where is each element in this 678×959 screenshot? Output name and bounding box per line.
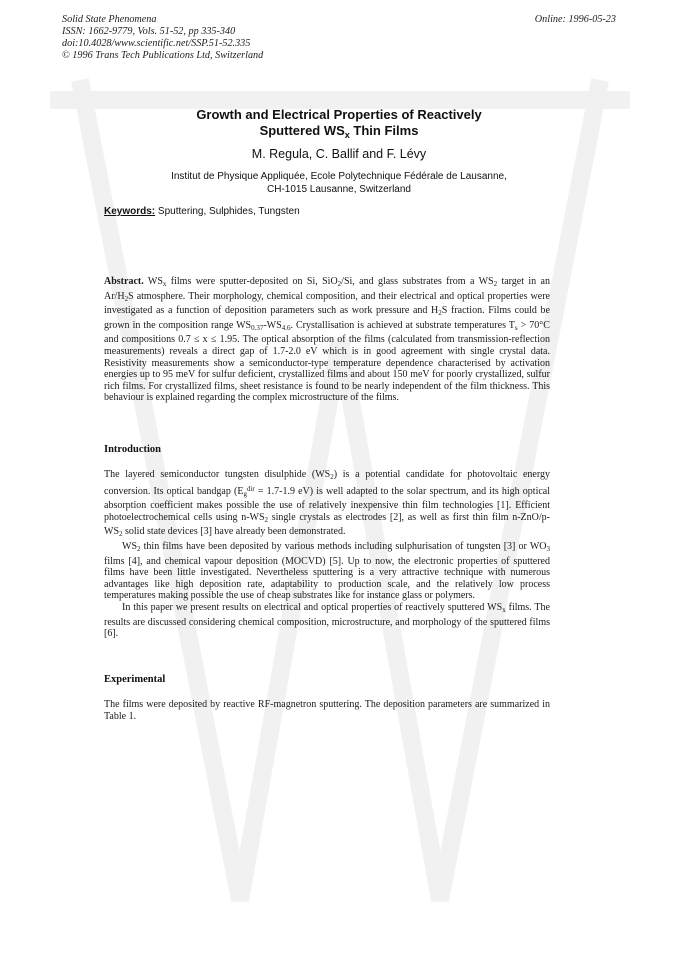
intro-paragraph-1: The layered semiconductor tungsten disulphide $(WS_2)$ is a potential candidate for photovoltaic energy conversion. Its optical bandgap ($E_g^{dir} = 1.7-1.9$ eV) is well adapted to the solar spectrum, and its high optical absorption coefficient makes possible the use of relatively inexpensive thin film technologies [1]. Efficient photoelectrochemical cells using $n-WS_2$ single crystals as electrodes [2], as well as first thin film $n-ZnO/p-WS_2$ solid state devices [3] have already been demonstrated. xyxy=(104,469,551,539)
affiliation-line-1: Institut de Physique Appliquée, Ecole Polytechnique Fédérale de Lausanne, xyxy=(171,171,507,182)
title-line-1: Growth and Electrical Properties of Reactively xyxy=(196,107,482,122)
experimental-text xyxy=(104,699,550,722)
keywords-label: Keywords: xyxy=(104,206,156,217)
abstract-label: Abstract. xyxy=(104,276,144,287)
experimental-heading: Experimental xyxy=(104,674,166,685)
intro-paragraph-2: $WS_2$ thin films have been deposited by various methods including sulphurisation of tungsten [3] or $WO_3$ films [4], and chemical vapour deposition (MOCVD) [5]. Up to now, the electronic properties of sputtered films have been little investigated. Nevertheless sputtering is a very attractive technique with numerous advantages like high deposition rate, adaptability to production scale, and the relatively low process temperatures making possible the use of cheap substrates like for instance glass or polymers. xyxy=(104,540,550,602)
introduction-heading: Introduction xyxy=(104,444,161,455)
introduction-text xyxy=(104,469,550,640)
copyright-line: © 1996 Trans Tech Publications Ltd, Switzerland xyxy=(62,50,264,61)
online-date: Online: 1996-05-23 xyxy=(534,14,616,25)
paper-title xyxy=(0,107,678,143)
journal-name: Solid State Phenomena xyxy=(62,14,157,25)
title-line-2: Sputtered $WS_x$ Thin Films xyxy=(259,123,419,140)
affiliation xyxy=(0,170,678,196)
doi-line[interactable]: doi:10.4028/www.scientific.net/SSP.51-52.335 xyxy=(62,38,251,49)
intro-paragraph-3: In this paper we present results on electrical and optical properties of reactively sputtered $WS_x$ films. The results are discussed considering chemical composition, microstructure, and morphology of the sputtered films [6]. xyxy=(104,601,550,640)
authors: M. Regula, C. Ballif and F. Lévy xyxy=(251,147,427,161)
journal-header xyxy=(62,14,263,62)
keywords-value: Sputtering, Sulphides, Tungsten xyxy=(155,206,300,217)
abstract: Abstract. $WS_x$ films were sputter-deposited on Si, SiO$_2$/Si, and glass substrates from a $WS_2$ target in an $Ar/H_2S$ atmosphere. Their morphology, chemical composition, and their electrical and optical properties were investigated as a function of deposition parameters such as work pressure and $H_2S$ fraction. Films could be grown in the composition range $WS_{0.37}-WS_{4.6}$. Crystallisation is achieved at substrate temperatures $T_s > 70^\circ C$ and compositions 0.7 ≤ x ≤ 1.95. The optical absorption of the films (calculated from transmission-reflection measurements) reveals a direct gap of 1.7-2.0 eV which is in good agreement with single crystal data. Resistivity measurements show a semiconductor-type temperature dependence characterised by activation energies up to 95 meV for sulfur deficient, crystallized films and about 150 meV for poorly crystallized, sulfur rich films. For crystallized films, sheet resistance is found to be nearly independent of the film thickness. This behaviour is explained regarding the complex microstructure of the films. xyxy=(104,276,550,404)
keywords xyxy=(104,206,300,217)
affiliation-line-2: CH-1015 Lausanne, Switzerland xyxy=(267,184,411,195)
issn-line: ISSN: 1662-9779, Vols. 51-52, pp 335-340 xyxy=(62,26,236,37)
experimental-paragraph-1: The films were deposited by reactive RF-magnetron sputtering. The deposition parameters are summarized in Table 1. xyxy=(104,699,550,722)
